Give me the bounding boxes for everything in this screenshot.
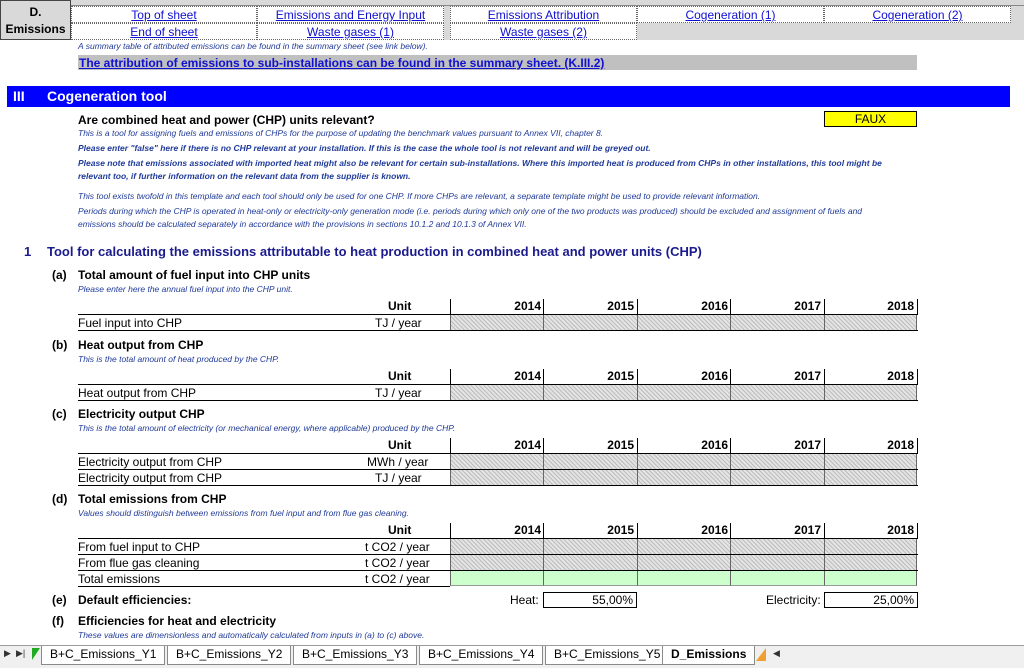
part-c-bottom-rule xyxy=(78,485,918,486)
part-d-year-2016: 2016 xyxy=(701,523,728,537)
part-d-row1-cell-2014[interactable] xyxy=(450,539,543,554)
tab-bc-emissions-y2[interactable]: B+C_Emissions_Y2 xyxy=(167,646,291,665)
part-c-year-2014: 2014 xyxy=(514,438,541,452)
part-c-row2-cell-2015[interactable] xyxy=(543,470,637,485)
part-a-bottom-rule xyxy=(78,330,918,331)
part-a-cell-2018[interactable] xyxy=(824,315,917,330)
part-c-year-2015: 2015 xyxy=(607,438,634,452)
col-sep xyxy=(450,299,451,315)
part-a-row-unit: TJ / year xyxy=(375,316,422,330)
col-sep xyxy=(637,369,638,385)
col-sep xyxy=(543,369,544,385)
tab-scroll-prev-icon[interactable]: ▶ xyxy=(4,648,11,658)
nav-link-emissions-attribution[interactable]: Emissions Attribution xyxy=(450,6,637,23)
col-sep xyxy=(824,299,825,315)
part-c-unit-header: Unit xyxy=(388,438,412,452)
nav-section-label xyxy=(0,0,71,40)
col-sep xyxy=(543,438,544,454)
part-d-row2-unit: t CO2 / year xyxy=(365,556,430,570)
part-d-year-2014: 2014 xyxy=(514,523,541,537)
nav-label-line2: Emissions xyxy=(5,22,66,36)
sheet-tab-bar xyxy=(0,645,1024,668)
part-d-row1-cell-2015[interactable] xyxy=(543,539,637,554)
chp-question: Are combined heat and power (CHP) units relevant? xyxy=(78,113,375,127)
part-a-year-2014: 2014 xyxy=(514,299,541,313)
part-b-unit-header: Unit xyxy=(388,369,412,383)
part-b-label: (b) xyxy=(52,338,68,352)
note-5: This tool exists twofold in this template and each tool should only be used for one CHP. If more CHPs are relevant, a separate template might be used to provide relevant information. xyxy=(78,191,761,201)
col-sep xyxy=(917,438,918,454)
part-c-row1-name: Electricity output from CHP xyxy=(78,455,223,469)
part-c-row1-cell-2014[interactable] xyxy=(450,454,543,469)
part-d-total-2015 xyxy=(543,571,637,586)
chp-relevant-select[interactable]: FAUX xyxy=(824,111,917,127)
col-sep xyxy=(824,438,825,454)
part-b-cell-2018[interactable] xyxy=(824,385,917,400)
part-b-cell-2015[interactable] xyxy=(543,385,637,400)
part-a-row-name: Fuel input into CHP xyxy=(78,316,183,330)
tool-title: Tool for calculating the emissions attributable to heat production in combined heat and power units (CHP) xyxy=(47,244,702,259)
col-sep xyxy=(824,523,825,539)
part-a-note: Please enter here the annual fuel input into the CHP unit. xyxy=(78,284,293,294)
col-sep xyxy=(730,299,731,315)
electricity-efficiency-value: 25,00% xyxy=(824,592,918,608)
part-c-row2-name: Electricity output from CHP xyxy=(78,471,223,485)
note-6: Periods during which the CHP is operated in heat-only or electricity-only generation mode (i.e. periods during which only one of the two products was produced) should be excluded and assignment of fuels and xyxy=(78,206,863,216)
nav-link-cogeneration-2[interactable]: Cogeneration (2) xyxy=(824,6,1011,23)
part-b-row-name: Heat output from CHP xyxy=(78,386,197,400)
nav-link-waste-gases-1[interactable]: Waste gases (1) xyxy=(257,23,444,40)
note-4: relevant too, if further information on the relevant data from the supplier is known. xyxy=(78,171,411,181)
section-header xyxy=(7,86,1010,107)
part-d-row3-unit: t CO2 / year xyxy=(365,572,430,586)
part-d-row1-cell-2017[interactable] xyxy=(730,539,824,554)
part-d-title: Total emissions from CHP xyxy=(78,492,227,506)
note-7: emissions should be calculated separately in accordance with the provisions in sections 10.1.2 and 10.1.3 of Annex VII. xyxy=(78,219,527,229)
tool-number: 1 xyxy=(24,244,32,259)
tab-d-emissions[interactable]: D_Emissions xyxy=(662,646,755,665)
part-d-total-2016 xyxy=(637,571,730,586)
part-d-label: (d) xyxy=(52,492,68,506)
col-sep xyxy=(450,523,451,539)
part-c-row1-cell-2015[interactable] xyxy=(543,454,637,469)
part-b-title: Heat output from CHP xyxy=(78,338,204,352)
part-c-row2-unit: TJ / year xyxy=(375,471,422,485)
part-d-row1-unit: t CO2 / year xyxy=(365,540,430,554)
tab-bc-emissions-y5[interactable]: B+C_Emissions_Y5 xyxy=(545,646,669,665)
part-d-year-2017: 2017 xyxy=(794,523,821,537)
part-b-cell-2017[interactable] xyxy=(730,385,824,400)
col-sep xyxy=(450,369,451,385)
part-e-label: (e) xyxy=(52,593,67,607)
part-c-note: This is the total amount of electricity (or mechanical energy, where applicable) produced by the CHP. xyxy=(78,423,456,433)
part-f-title: Efficiencies for heat and electricity xyxy=(78,614,277,628)
part-f-note: These values are dimensionless and automatically calculated from inputs in (a) to (c) above. xyxy=(78,630,425,640)
part-d-row2-cell-2016[interactable] xyxy=(637,555,730,570)
part-a-cell-2016[interactable] xyxy=(637,315,730,330)
part-a-title: Total amount of fuel input into CHP units xyxy=(78,268,311,282)
part-b-row-unit: TJ / year xyxy=(375,386,422,400)
nav-link-end-of-sheet[interactable]: End of sheet xyxy=(71,23,257,40)
part-d-row3-name: Total emissions xyxy=(78,572,161,586)
tab-bc-emissions-y3[interactable]: B+C_Emissions_Y3 xyxy=(293,646,417,665)
part-e-title: Default efficiencies: xyxy=(78,593,192,607)
nav-link-waste-gases-2[interactable]: Waste gases (2) xyxy=(450,23,637,40)
part-b-note: This is the total amount of heat produced by the CHP. xyxy=(78,354,280,364)
part-d-total-2017 xyxy=(730,571,824,586)
part-b-year-2015: 2015 xyxy=(607,369,634,383)
part-a-unit-header: Unit xyxy=(388,299,412,313)
nav-link-emissions-energy-input[interactable]: Emissions and Energy Input xyxy=(257,6,444,23)
nav-link-top-of-sheet[interactable]: Top of sheet xyxy=(71,6,257,23)
col-sep xyxy=(637,438,638,454)
tab-bc-emissions-y1[interactable]: B+C_Emissions_Y1 xyxy=(41,646,165,665)
part-a-label: (a) xyxy=(52,268,67,282)
part-d-row1-name: From fuel input to CHP xyxy=(78,540,201,554)
col-sep xyxy=(637,299,638,315)
note-2: Please enter "false" here if there is no CHP relevant at your installation. If this is the case the whole tool is not relevant and will be greyed out. xyxy=(78,143,651,153)
col-sep xyxy=(824,369,825,385)
col-sep xyxy=(917,369,918,385)
orange-triangle-icon xyxy=(756,648,766,661)
col-sep xyxy=(730,438,731,454)
col-sep xyxy=(543,523,544,539)
part-c-label: (c) xyxy=(52,407,67,421)
col-sep xyxy=(543,299,544,315)
part-c-row2-cell-2014[interactable] xyxy=(450,470,543,485)
heat-efficiency-value: 55,00% xyxy=(543,592,637,608)
green-triangle-icon xyxy=(32,648,40,660)
part-a-year-2016: 2016 xyxy=(701,299,728,313)
part-c-year-2016: 2016 xyxy=(701,438,728,452)
part-a-year-2018: 2018 xyxy=(887,299,914,313)
part-c-row1-cell-2017[interactable] xyxy=(730,454,824,469)
part-a-cell-2015[interactable] xyxy=(543,315,637,330)
part-a-cell-2014[interactable] xyxy=(450,315,543,330)
part-d-row2-cell-2018[interactable] xyxy=(824,555,917,570)
col-sep xyxy=(637,523,638,539)
part-d-row2-cell-2015[interactable] xyxy=(543,555,637,570)
electricity-efficiency-label: Electricity: xyxy=(766,593,821,607)
part-a-cell-2017[interactable] xyxy=(730,315,824,330)
col-sep xyxy=(917,523,918,539)
part-c-year-2018: 2018 xyxy=(887,438,914,452)
section-number: III xyxy=(13,88,25,104)
section-title: Cogeneration tool xyxy=(47,88,167,104)
nav-label-line1: D. xyxy=(29,5,42,19)
part-c-row2-cell-2016[interactable] xyxy=(637,470,730,485)
part-b-year-2014: 2014 xyxy=(514,369,541,383)
tab-bc-emissions-y4[interactable]: B+C_Emissions_Y4 xyxy=(419,646,543,665)
part-c-row1-unit: MWh / year xyxy=(367,455,429,469)
part-c-title: Electricity output CHP xyxy=(78,407,205,421)
summary-note: A summary table of attributed emissions can be found in the summary sheet (see link below). xyxy=(78,41,428,51)
note-1: This is a tool for assigning fuels and emissions of CHPs for the purpose of updating the benchmark values pursuant to Annex VII, chapter 8. xyxy=(78,128,604,138)
part-a-year-2017: 2017 xyxy=(794,299,821,313)
part-d-row1-cell-2018[interactable] xyxy=(824,539,917,554)
part-b-year-2018: 2018 xyxy=(887,369,914,383)
part-c-row1-cell-2016[interactable] xyxy=(637,454,730,469)
col-sep xyxy=(917,299,918,315)
tab-scroll-left-icon[interactable]: ◀ xyxy=(773,648,780,658)
col-sep xyxy=(450,438,451,454)
part-d-total-2018 xyxy=(824,571,917,586)
part-f-label: (f) xyxy=(52,614,64,628)
col-sep xyxy=(730,369,731,385)
part-c-row2-cell-2017[interactable] xyxy=(730,470,824,485)
part-c-year-2017: 2017 xyxy=(794,438,821,452)
part-b-cell-2014[interactable] xyxy=(450,385,543,400)
part-d-year-2018: 2018 xyxy=(887,523,914,537)
part-d-unit-header: Unit xyxy=(388,523,412,537)
part-b-year-2016: 2016 xyxy=(701,369,728,383)
summary-link[interactable]: The attribution of emissions to sub-installations can be found in the summary sheet. (K.III.2) xyxy=(79,56,605,70)
part-d-row2-name: From flue gas cleaning xyxy=(78,556,200,570)
part-b-cell-2016[interactable] xyxy=(637,385,730,400)
part-d-row1-cell-2016[interactable] xyxy=(637,539,730,554)
part-d-bottom-rule xyxy=(78,586,450,587)
heat-efficiency-label: Heat: xyxy=(510,593,539,607)
part-d-total-2014 xyxy=(450,571,543,586)
col-sep xyxy=(730,523,731,539)
note-3: Please note that emissions associated with imported heat might also be relevant for certain sub-installations. Where this imported heat is produced from CHPs in other installations, this tool might be xyxy=(78,158,882,168)
tab-scroll-last-icon[interactable]: ▶| xyxy=(16,648,26,658)
part-b-bottom-rule xyxy=(78,400,918,401)
part-d-year-2015: 2015 xyxy=(607,523,634,537)
part-c-row2-cell-2018[interactable] xyxy=(824,470,917,485)
part-c-row1-cell-2018[interactable] xyxy=(824,454,917,469)
part-d-note: Values should distinguish between emissions from fuel input and from flue gas cleaning. xyxy=(78,508,409,518)
part-a-year-2015: 2015 xyxy=(607,299,634,313)
part-d-row2-cell-2017[interactable] xyxy=(730,555,824,570)
part-b-year-2017: 2017 xyxy=(794,369,821,383)
nav-link-cogeneration-1[interactable]: Cogeneration (1) xyxy=(637,6,824,23)
part-d-row2-cell-2014[interactable] xyxy=(450,555,543,570)
